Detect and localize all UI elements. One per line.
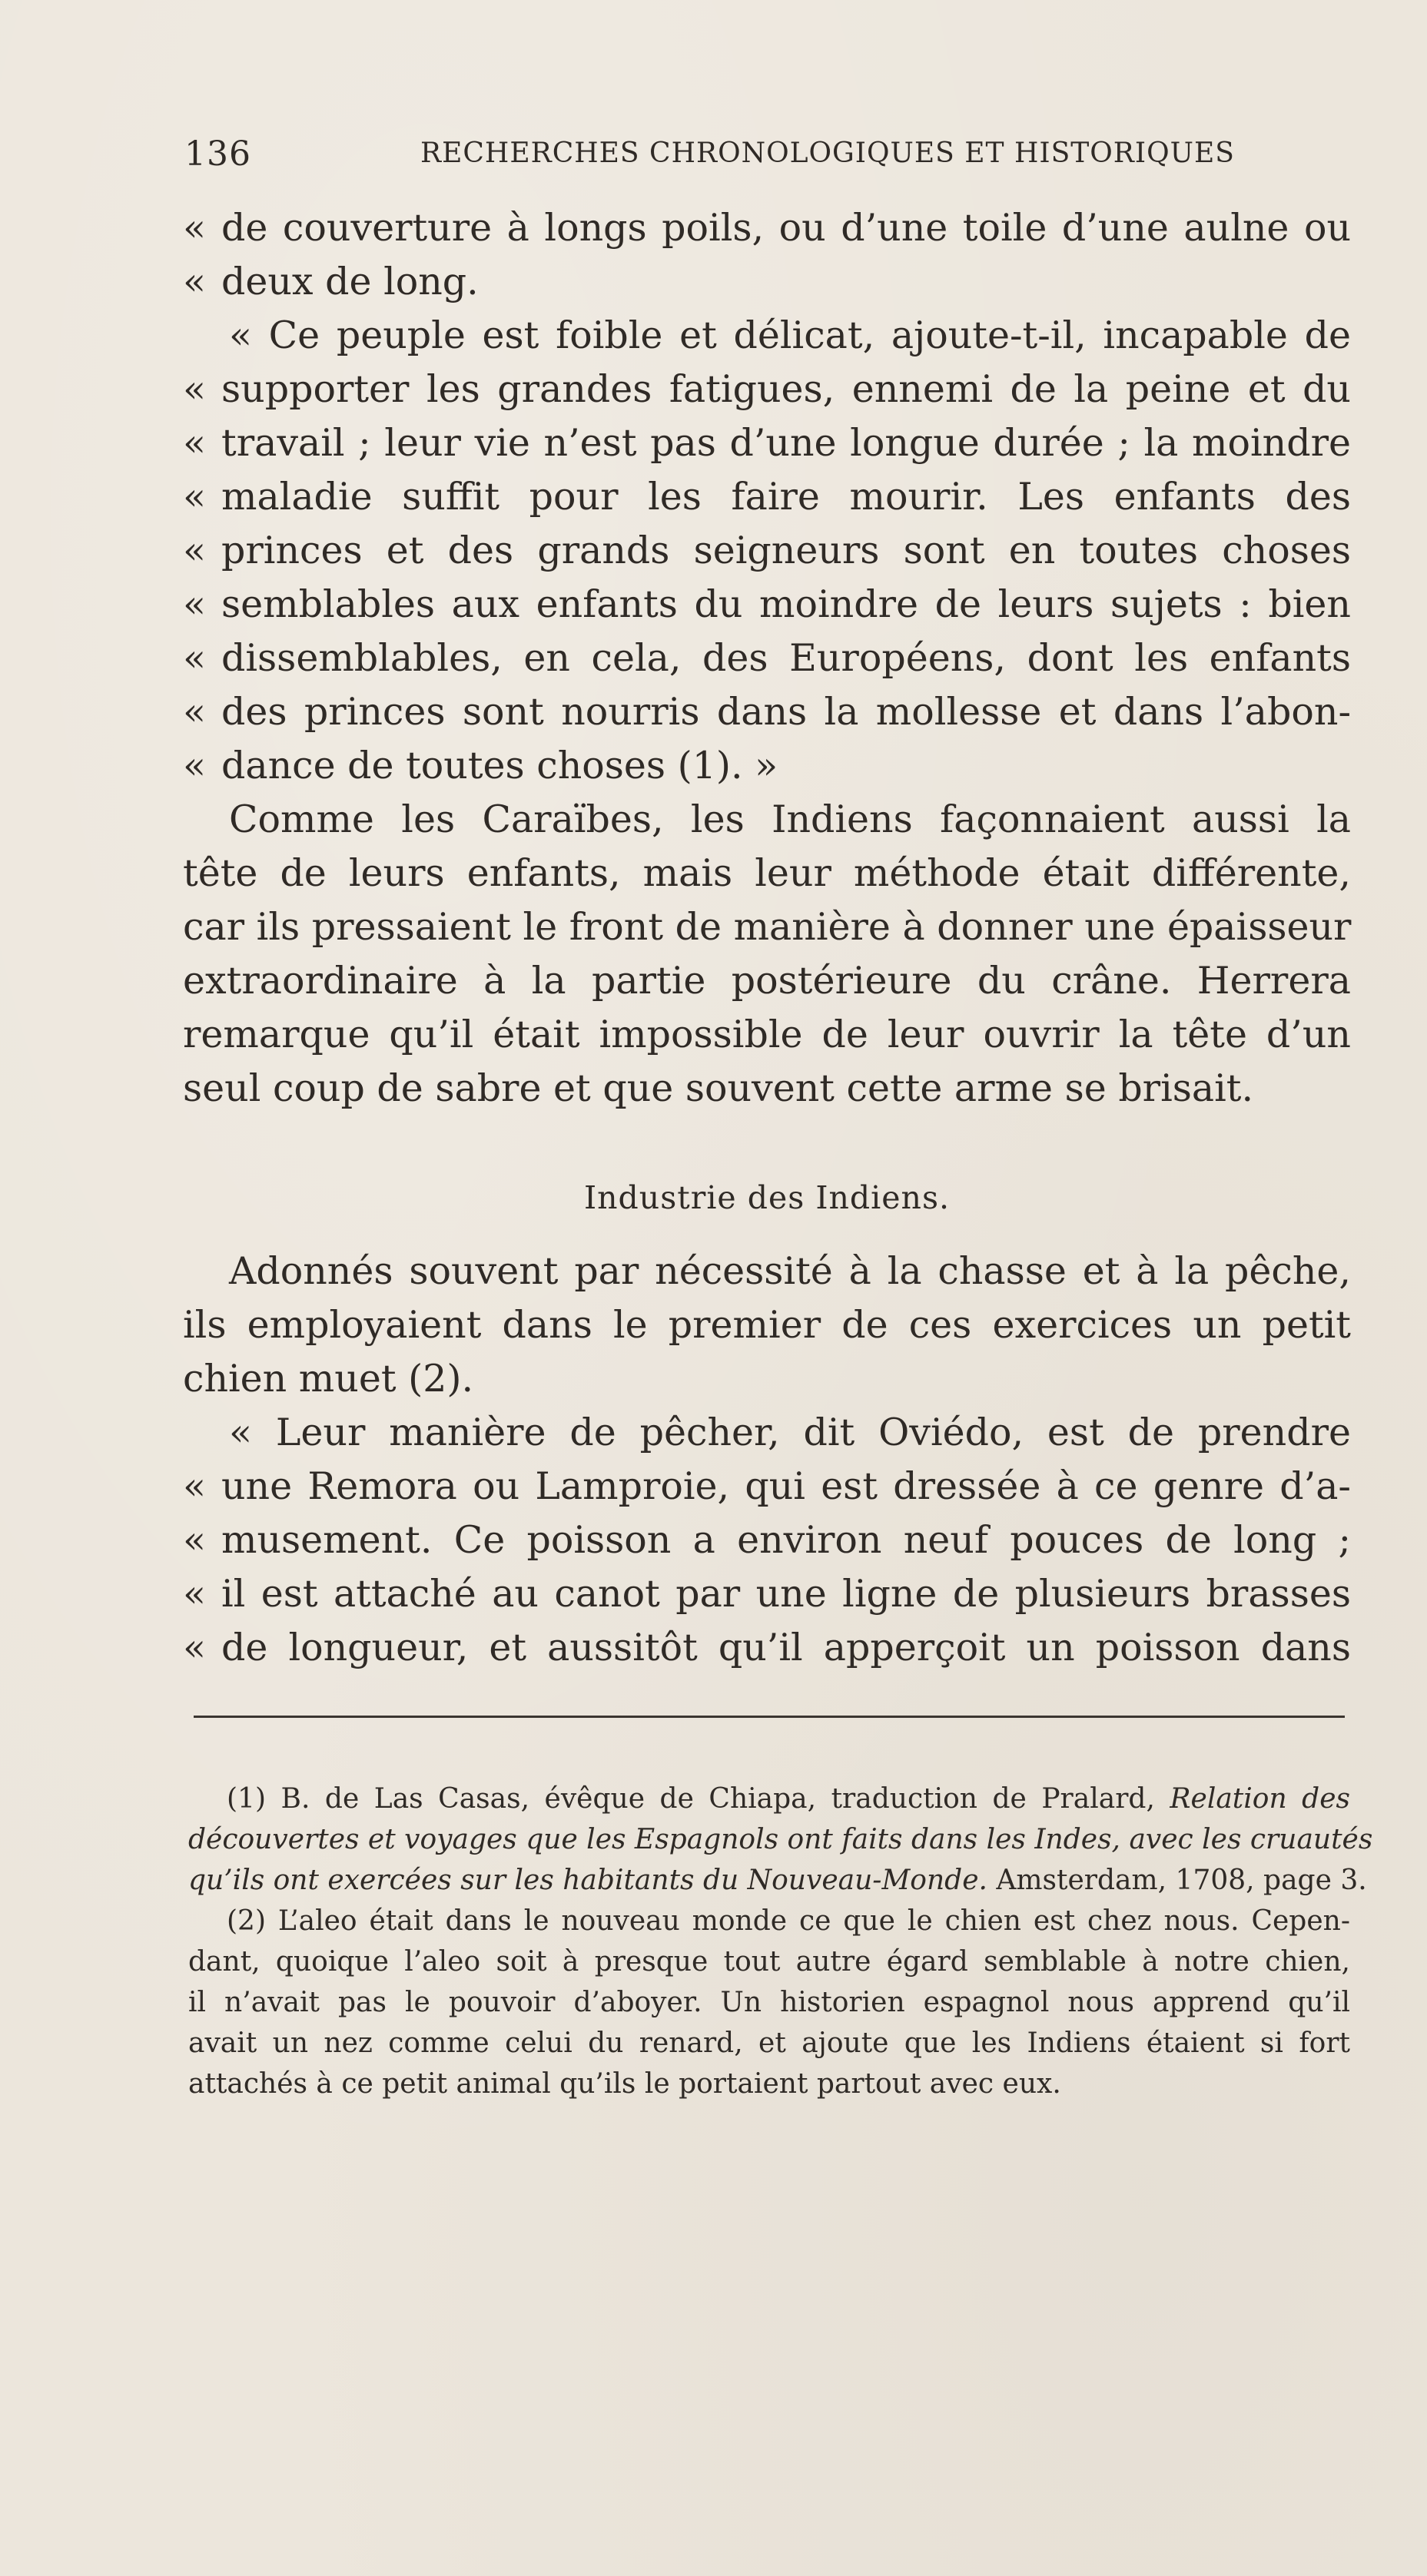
text-line: extraordinaire à la partie postérieure du crâne. Herrera [183, 959, 1351, 1003]
text-line: seul coup de sabre et que souvent cette arme se brisait. [183, 1066, 1254, 1110]
text-line: « de couverture à longs poils, ou d’une toile d’une aulne ou [183, 206, 1351, 250]
footnote-rule [194, 1716, 1345, 1718]
text-line: chien muet (2). [183, 1357, 474, 1401]
running-title: RECHERCHES CHRONOLOGIQUES ET HISTORIQUES [420, 138, 1235, 169]
text-line: « maladie suffit pour les faire mourir. Les enfants des [183, 475, 1351, 519]
text-line: « travail ; leur vie n’est pas d’une longue durée ; la moindre [183, 421, 1351, 465]
text-line: Comme les Caraïbes, les Indiens façonnaient aussi la [229, 797, 1351, 841]
text-line: « semblables aux enfants du moindre de leurs sujets : bien [183, 582, 1351, 626]
text-line: « supporter les grandes fatigues, ennemi de la peine et du [183, 367, 1351, 411]
text-line: Adonnés souvent par nécessité à la chasse et à la pêche, [229, 1249, 1351, 1293]
text-line: « de longueur, et aussitôt qu’il apperçoit un poisson dans [183, 1626, 1351, 1669]
footnote-line: dant, quoique l’aleo soit à presque tout autre égard semblable à notre chien, [188, 1946, 1350, 1978]
text-line: car ils pressaient le front de manière à donner une épaisseur [183, 905, 1352, 949]
text-line: remarque qu’il était impossible de leur ouvrir la tête d’un [183, 1013, 1351, 1056]
footnote-line: (1) B. de Las Casas, évêque de Chiapa, traduction de Pralard, Relation des [227, 1783, 1350, 1815]
text-line: « il est attaché au canot par une ligne de plusieurs brasses [183, 1572, 1351, 1616]
footnote-line: qu’ils ont exercées sur les habitants du Nouveau-Monde. Amsterdam, 1708, page 3. [188, 1865, 1367, 1896]
footnote-line: découvertes et voyages que les Espagnols ont faits dans les Indes, avec les cruautés [188, 1824, 1373, 1855]
text-line: « musement. Ce poisson a environ neuf pouces de long ; [183, 1518, 1351, 1562]
text-line: ils employaient dans le premier de ces exercices un petit [183, 1303, 1351, 1347]
text-line: tête de leurs enfants, mais leur méthode était différente, [183, 851, 1351, 895]
footnote-line: attachés à ce petit animal qu’ils le portaient partout avec eux. [188, 2068, 1061, 2100]
text-line: « Leur manière de pêcher, dit Oviédo, est de prendre [229, 1411, 1351, 1454]
page-header [184, 134, 1349, 181]
main-text [183, 201, 1351, 1116]
footnote-line: avait un nez comme celui du renard, et ajoute que les Indiens étaient si fort [188, 2027, 1350, 2059]
footnote-line: il n’avait pas le pouvoir d’aboyer. Un historien espagnol nous apprend qu’il [188, 1987, 1350, 2018]
section-heading: Industrie des Indiens. [583, 1179, 951, 1216]
page-number: 136 [184, 134, 251, 174]
text-line: « des princes sont nourris dans la mollesse et dans l’abon- [183, 690, 1351, 734]
text-line: « Ce peuple est foible et délicat, ajoute-t-il, incapable de [229, 313, 1351, 357]
text-line: « deux de long. [183, 260, 479, 303]
text-line: « princes et des grands seigneurs sont en toutes choses [183, 529, 1351, 572]
main-text-2 [183, 1245, 1351, 1675]
text-line: « dance de toutes choses (1). » [183, 744, 778, 787]
text-line: « une Remora ou Lamproie, qui est dressée à ce genre d’a- [183, 1464, 1351, 1508]
footnotes [188, 1779, 1373, 2104]
text-line: « dissemblables, en cela, des Européens, dont les enfants [183, 636, 1351, 680]
footnote-line: (2) L’aleo était dans le nouveau monde ce que le chien est chez nous. Cepen- [227, 1905, 1350, 1937]
